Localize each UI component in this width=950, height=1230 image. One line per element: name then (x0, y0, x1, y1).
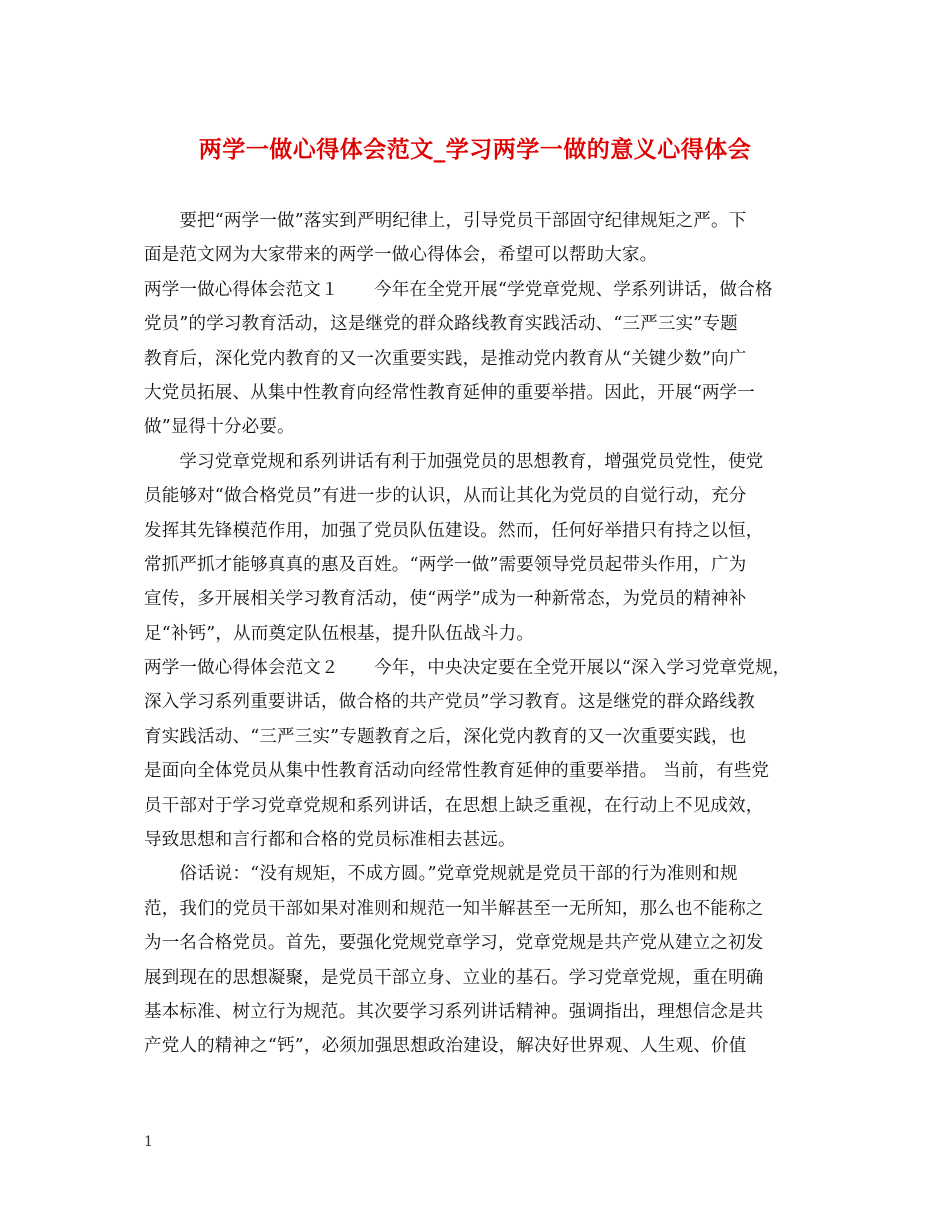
body-line: 常抓严抓才能够真真的惠及百姓。“两学一做”需要领导党员起带头作用，广为 (144, 554, 747, 575)
body-line: 为一名合格党员。首先，要强化党规党章学习，党章党规是共产党从建立之初发 (144, 933, 764, 954)
body-line: 教育后，深化党内教育的又一次重要实践，是推动党内教育从“关键少数”向广 (144, 348, 747, 369)
body-line: 做”显得十分必要。 (144, 417, 295, 438)
body-line: 俗话说：“没有规矩，不成方圆。”党章党规就是党员干部的行为准则和规 (144, 864, 738, 885)
body-line: 范，我们的党员干部如果对准则和规范一知半解甚至一无所知，那么也不能称之 (144, 898, 764, 919)
document-title: 两学一做心得体会范文_学习两学一做的意义心得体会 (198, 136, 752, 163)
body-line: 育实践活动、“三严三实”专题教育之后，深化党内教育的又一次重要实践，也 (144, 726, 747, 747)
body-line: 深入学习系列重要讲话，做合格的共产党员”学习教育。这是继党的群众路线教 (144, 692, 755, 713)
body-line: 宣传，多开展相关学习教育活动，使“两学”成为一种新常态，为党员的精神补 (144, 589, 747, 610)
body-line: 党员”的学习教育活动，这是继党的群众路线教育实践活动、“三严三实”专题 (144, 314, 738, 335)
body-line: 是面向全体党员从集中性教育活动向经常性教育延伸的重要举措。 当前，有些党 (144, 761, 770, 782)
body-line: 面是范文网为大家带来的两学一做心得体会，希望可以帮助大家。 (144, 245, 658, 266)
body-line: 发挥其先锋模范作用，加强了党员队伍建设。然而，任何好举措只有持之以恒， (144, 520, 764, 541)
body-line: 大党员拓展、从集中性教育向经常性教育延伸的重要举措。因此，开展“两学一 (144, 382, 755, 403)
body-line: 基本标准、树立行为规范。其次要学习系列讲话精神。强调指出，理想信念是共 (144, 1001, 764, 1022)
body-line: 两学一做心得体会范文２ 今年，中央决定要在全党开展以“深入学习党章党规， (144, 658, 791, 679)
body-line: 学习党章党规和系列讲话有利于加强党员的思想教育，增强党员党性，使党 (144, 451, 764, 472)
body-line: 展到现在的思想凝聚，是党员干部立身、立业的基石。学习党章党规，重在明确 (144, 967, 764, 988)
body-line: 足“补钙”，从而奠定队伍根基，提升队伍战斗力。 (144, 623, 534, 644)
body-line: 两学一做心得体会范文１ 今年在全党开展“学党章党规、学系列讲话，做合格 (144, 279, 773, 300)
page-number: 1 (144, 1134, 153, 1150)
body-line: 要把“两学一做”落实到严明纪律上，引导党员干部固守纪律规矩之严。下 (144, 211, 747, 231)
body-line: 员能够对“做合格党员”有进一步的认识，从而让其化为党员的自觉行动，充分 (144, 486, 747, 507)
body-line: 导致思想和言行都和合格的党员标准相去甚远。 (144, 830, 516, 851)
body-line: 员干部对于学习党章党规和系列讲话，在思想上缺乏重视，在行动上不见成效， (144, 795, 764, 816)
document-body (144, 204, 810, 1064)
body-line: 产党人的精神之“钙”，必须加强思想政治建设，解决好世界观、人生观、价值 (144, 1036, 747, 1057)
